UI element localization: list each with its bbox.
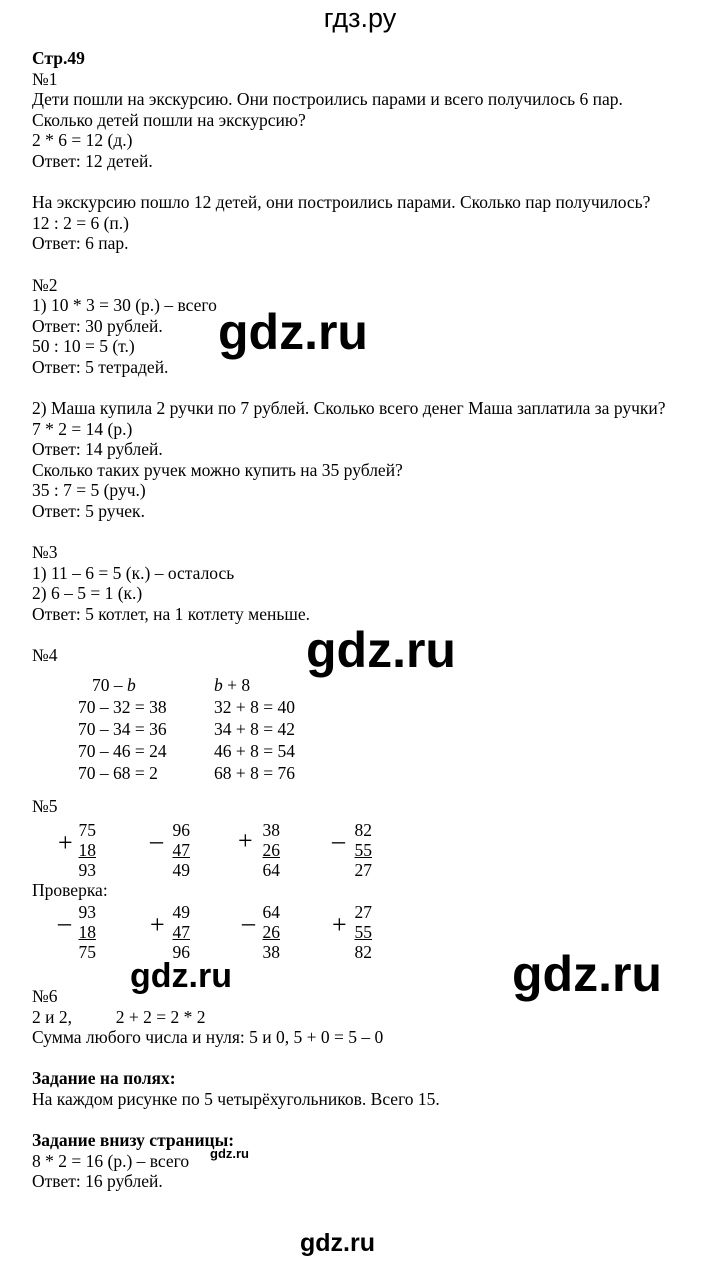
column-calc: 27 55 82 bbox=[354, 902, 372, 962]
page-title: Стр.49 bbox=[32, 48, 85, 68]
column-calc: 82 55 27 bbox=[354, 820, 372, 880]
task4-row-right: 46 + 8 = 54 bbox=[214, 741, 295, 761]
task4-row-left: 70 – 68 = 2 bbox=[78, 763, 158, 783]
margin-task-text: На каждом рисунке по 5 четырёхугольников. Всего 15. bbox=[32, 1088, 440, 1109]
task2-line: 2) Маша купила 2 ручки по 7 рублей. Сколько всего денег Маша заплатила за ручки? bbox=[32, 398, 666, 419]
column-calc: 75 18 93 bbox=[78, 820, 96, 880]
task1-number: №1 bbox=[32, 68, 58, 89]
column-op: – bbox=[58, 908, 71, 937]
task3-line: 2) 6 – 5 = 1 (к.) bbox=[32, 583, 143, 604]
site-title: гдз.ру bbox=[323, 3, 397, 33]
task3-line: 1) 11 – 6 = 5 (к.) – осталось bbox=[32, 562, 235, 583]
column-calc: 93 18 75 bbox=[78, 902, 96, 962]
task3-number: №3 bbox=[32, 542, 58, 563]
column-calc: 49 47 96 bbox=[172, 902, 190, 962]
column-calc: 64 26 38 bbox=[262, 902, 280, 962]
task4-row-right: 34 + 8 = 42 bbox=[214, 719, 295, 739]
bottom-task-title: Задание внизу страницы: bbox=[32, 1130, 235, 1151]
task2-line: 1) 10 * 3 = 30 (р.) – всего bbox=[32, 295, 217, 316]
task6-number: №6 bbox=[32, 986, 58, 1006]
check-label: Проверка: bbox=[32, 880, 108, 900]
watermark: gdz.ru bbox=[130, 957, 232, 995]
task1-line: На экскурсию пошло 12 детей, они построились парами. Сколько пар получилось? bbox=[32, 192, 651, 213]
watermark: gdz.ru bbox=[512, 946, 662, 1002]
column-calc: 38 26 64 bbox=[262, 820, 280, 880]
column-op: + bbox=[58, 828, 73, 857]
task4-number: №4 bbox=[32, 645, 58, 666]
solution-content bbox=[32, 48, 712, 666]
task6-line: 2 и 2, 2 + 2 = 2 * 2 bbox=[32, 1006, 206, 1027]
task4-row-left: 70 – 32 = 38 bbox=[78, 697, 167, 717]
bottom-task-line: Ответ: 16 рублей. bbox=[32, 1171, 163, 1192]
task2-line: Ответ: 5 тетрадей. bbox=[32, 356, 169, 377]
column-op: + bbox=[332, 910, 347, 939]
task2-line: Сколько таких ручек можно купить на 35 рублей? bbox=[32, 459, 403, 480]
column-op: + bbox=[150, 910, 165, 939]
watermark: gdz.ru bbox=[218, 304, 368, 360]
margin-task-title: Задание на полях: bbox=[32, 1068, 176, 1089]
task2-number: №2 bbox=[32, 274, 58, 295]
column-op: – bbox=[332, 826, 345, 855]
task2-line: 7 * 2 = 14 (р.) bbox=[32, 418, 133, 439]
task1-line: Сколько детей пошли на экскурсию? bbox=[32, 109, 306, 130]
task2-line: Ответ: 30 рублей. bbox=[32, 315, 163, 336]
watermark: gdz.ru bbox=[306, 622, 456, 678]
watermark: gdz.ru bbox=[300, 1229, 375, 1257]
column-op: + bbox=[238, 826, 253, 855]
column-calc: 96 47 49 bbox=[172, 820, 190, 880]
task2-line: Ответ: 5 ручек. bbox=[32, 501, 145, 522]
task4-header-right: b + 8 bbox=[214, 675, 251, 695]
lower-content bbox=[32, 986, 712, 1192]
task6-line: Сумма любого числа и нуля: 5 и 0, 5 + 0 = 5 – 0 bbox=[32, 1027, 384, 1048]
task4-row-left: 70 – 46 = 24 bbox=[78, 741, 167, 761]
task4-row-left: 70 – 34 = 36 bbox=[78, 719, 167, 739]
column-op: – bbox=[150, 826, 163, 855]
bottom-task-line: 8 * 2 = 16 (р.) – всего bbox=[32, 1150, 190, 1171]
task1-line: Дети пошли на экскурсию. Они построились парами и всего получилось 6 пар. bbox=[32, 89, 623, 110]
task4-row-right: 32 + 8 = 40 bbox=[214, 697, 295, 717]
task1-line: 2 * 6 = 12 (д.) bbox=[32, 130, 133, 151]
task4-row-right: 68 + 8 = 76 bbox=[214, 763, 295, 783]
task2-line: 50 : 10 = 5 (т.) bbox=[32, 336, 135, 357]
task1-line: Ответ: 12 детей. bbox=[32, 150, 153, 171]
task4-header-left: 70 – b bbox=[92, 675, 136, 695]
column-op: – bbox=[242, 908, 255, 937]
task2-line: Ответ: 14 рублей. bbox=[32, 439, 163, 460]
watermark: gdz.ru bbox=[210, 1146, 249, 1161]
task1-line: Ответ: 6 пар. bbox=[32, 233, 129, 254]
task1-line: 12 : 2 = 6 (п.) bbox=[32, 212, 130, 233]
task2-line: 35 : 7 = 5 (руч.) bbox=[32, 480, 146, 501]
task5-number: №5 bbox=[32, 796, 58, 816]
task3-line: Ответ: 5 котлет, на 1 котлету меньше. bbox=[32, 604, 310, 625]
